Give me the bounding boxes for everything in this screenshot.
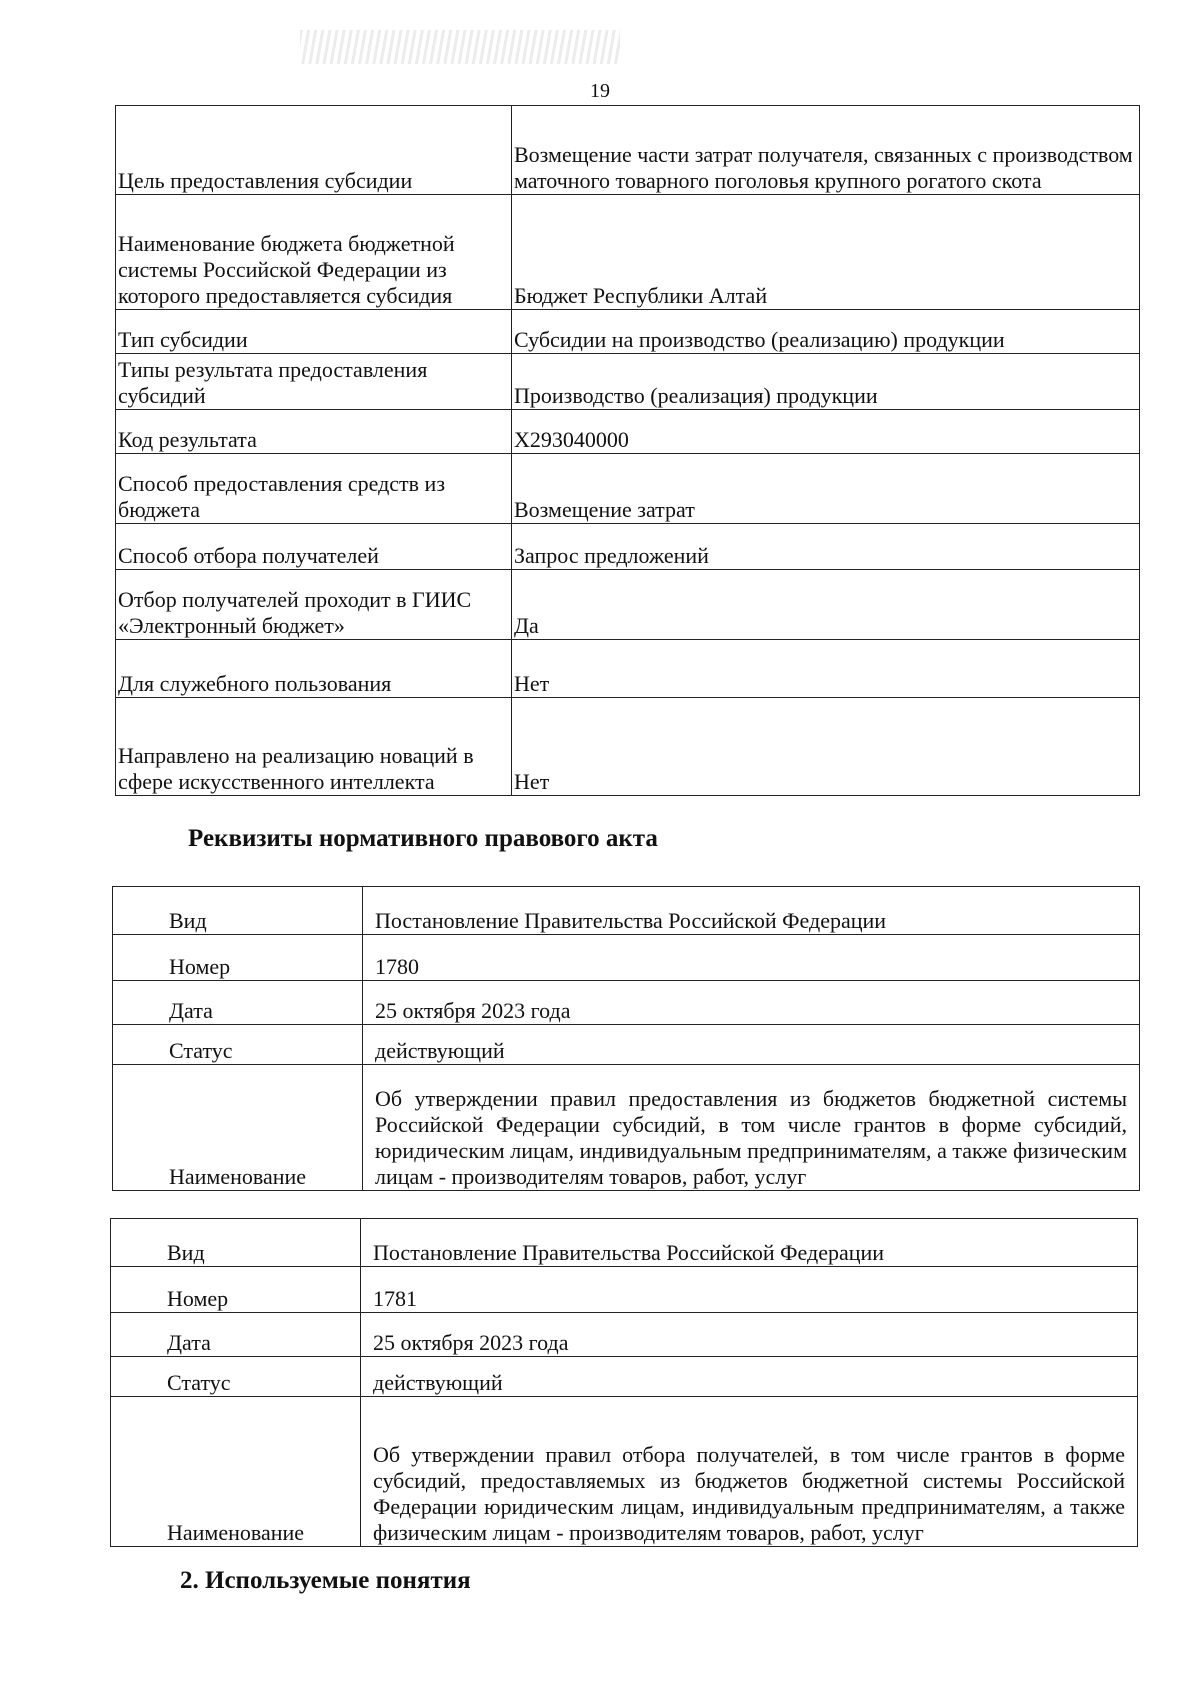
table-row <box>116 640 1140 698</box>
legal-act-table-1781 <box>110 1218 1138 1547</box>
scan-artifact <box>300 30 620 64</box>
row-label: Код результата <box>116 410 512 454</box>
table-row <box>116 454 1140 524</box>
table-row <box>116 354 1140 410</box>
number-value: 1780 <box>363 935 1140 981</box>
row-value: Нет <box>512 698 1140 796</box>
row-value: Производство (реализация) продукции <box>512 354 1140 410</box>
concepts-heading: 2. Используемые понятия <box>180 1567 471 1594</box>
row-value: Бюджет Республики Алтай <box>512 195 1140 310</box>
table-row <box>116 410 1140 454</box>
requisites-heading: Реквизиты нормативного правового акта <box>188 825 658 852</box>
table-row <box>116 195 1140 310</box>
row-value: Нет <box>512 640 1140 698</box>
table-row <box>111 1397 1138 1547</box>
row-label: Типы результата предоставления субсидий <box>116 354 512 410</box>
name-value: Об утверждении правил предоставления из бюджетов бюджетной системы Российской Федерации субсидий, в том числе грантов в форме субсидий, юридическим лицам, индивидуальным предпринимателям, а также физическим лицам - производителям товаров, работ, услуг <box>363 1065 1140 1191</box>
table-row <box>113 935 1140 981</box>
table-row <box>113 887 1140 935</box>
row-label: Наименование бюджета бюджетной системы Российской Федерации из которого предоставляется субсидия <box>116 195 512 310</box>
date-label: Дата <box>113 981 363 1025</box>
kind-label: Вид <box>111 1219 361 1267</box>
row-label: Способ предоставления средств из бюджета <box>116 454 512 524</box>
number-label: Номер <box>111 1267 361 1313</box>
number-label: Номер <box>113 935 363 981</box>
table-row <box>111 1313 1138 1357</box>
table-row <box>116 524 1140 570</box>
kind-label: Вид <box>113 887 363 935</box>
row-value: X293040000 <box>512 410 1140 454</box>
row-label: Для служебного пользования <box>116 640 512 698</box>
status-label: Статус <box>111 1357 361 1397</box>
legal-act-table-1780 <box>112 886 1140 1191</box>
row-label: Цель предоставления субсидии <box>116 106 512 195</box>
name-label: Наименование <box>113 1065 363 1191</box>
table-row <box>111 1267 1138 1313</box>
table-row <box>111 1219 1138 1267</box>
number-value: 1781 <box>361 1267 1138 1313</box>
row-value: Субсидии на производство (реализацию) продукции <box>512 310 1140 354</box>
row-label: Способ отбора получателей <box>116 524 512 570</box>
table-row <box>116 698 1140 796</box>
name-value: Об утверждении правил отбора получателей, в том числе грантов в форме субсидий, предоставляемых из бюджетов бюджетной системы Российской Федерации юридическим лицам, индивидуальным предпринимателям, а также физическим лицам - производителям товаров, работ, услуг <box>361 1397 1138 1547</box>
status-value: действующий <box>361 1357 1138 1397</box>
table-row <box>116 106 1140 195</box>
date-value: 25 октября 2023 года <box>361 1313 1138 1357</box>
row-label: Отбор получателей проходит в ГИИС «Электронный бюджет» <box>116 570 512 640</box>
kind-value: Постановление Правительства Российской Федерации <box>361 1219 1138 1267</box>
table-row <box>116 570 1140 640</box>
table-row <box>113 981 1140 1025</box>
row-value: Возмещение затрат <box>512 454 1140 524</box>
status-label: Статус <box>113 1025 363 1065</box>
subsidy-info-table <box>115 105 1140 796</box>
kind-value: Постановление Правительства Российской Федерации <box>363 887 1140 935</box>
date-label: Дата <box>111 1313 361 1357</box>
date-value: 25 октября 2023 года <box>363 981 1140 1025</box>
page-number: 19 <box>590 80 610 102</box>
row-value: Возмещение части затрат получателя, связанных с производством маточного товарного поголовья крупного рогатого скота <box>512 106 1140 195</box>
table-row <box>113 1025 1140 1065</box>
status-value: действующий <box>363 1025 1140 1065</box>
row-value: Запрос предложений <box>512 524 1140 570</box>
table-row <box>116 310 1140 354</box>
table-row <box>111 1357 1138 1397</box>
row-value: Да <box>512 570 1140 640</box>
row-label: Направлено на реализацию новаций в сфере искусственного интеллекта <box>116 698 512 796</box>
table-row <box>113 1065 1140 1191</box>
row-label: Тип субсидии <box>116 310 512 354</box>
name-label: Наименование <box>111 1397 361 1547</box>
